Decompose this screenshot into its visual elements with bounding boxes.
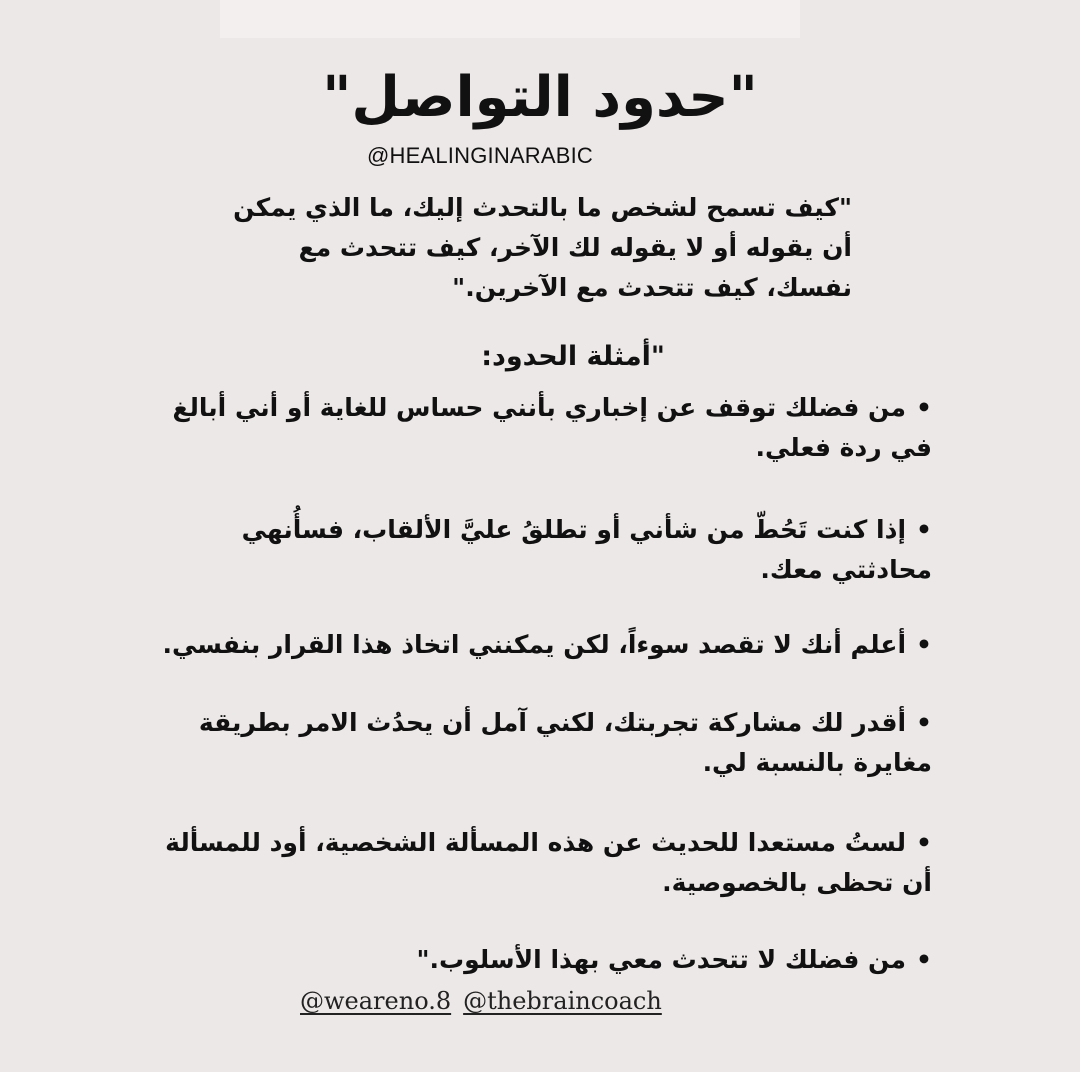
credit-link-thebraincoach[interactable]: @thebraincoach: [463, 987, 662, 1015]
list-item-text: من فضلك توقف عن إخباري بأنني حساس للغاية أو أني أبالغ في ردة فعلي.: [172, 393, 932, 462]
credit-link-weareno8[interactable]: @weareno.8: [300, 987, 452, 1015]
list-item: [142, 625, 932, 665]
list-item: [142, 388, 932, 468]
list-item: [142, 940, 932, 980]
bullet-icon: •: [916, 630, 932, 659]
list-item-text: أقدر لك مشاركة تجربتك، لكني آمل أن يحدُث الامر بطريقة مغايرة بالنسبة لي.: [198, 708, 932, 777]
examples-heading: "أمثلة الحدود:: [481, 341, 665, 372]
bullet-icon: •: [916, 515, 932, 544]
page-title: "حدود التواصل": [322, 65, 758, 130]
list-item-text: من فضلك لا تتحدث معي بهذا الأسلوب.": [416, 945, 907, 974]
list-item-text: لستُ مستعدا للحديث عن هذه المسألة الشخصية، أود للمسألة أن تحظى بالخصوصية.: [165, 828, 932, 897]
list-item-text: أعلم أنك لا تقصد سوءاً، لكن يمكنني اتخاذ هذا القرار بنفسي.: [162, 630, 907, 659]
list-item: [142, 823, 932, 903]
credits: [300, 985, 662, 1017]
list-item: [142, 703, 932, 783]
bullet-icon: •: [916, 945, 932, 974]
list-item: [142, 510, 932, 590]
list-item-text: إذا كنت تَحُطّ من شأني أو تطلقُ عليَّ الألقاب، فسأُنهي محادثتي معك.: [241, 515, 932, 584]
bullet-icon: •: [916, 828, 932, 857]
bullet-icon: •: [916, 393, 932, 422]
bullet-icon: •: [916, 708, 932, 737]
account-handle: @HEALINGINARABIC: [367, 143, 594, 168]
definition-quote: "كيف تسمح لشخص ما بالتحدث إليك، ما الذي يمكن أن يقوله أو لا يقوله لك الآخر، كيف تتحدث مع نفسك، كيف تتحدث مع الآخرين.": [233, 193, 852, 302]
